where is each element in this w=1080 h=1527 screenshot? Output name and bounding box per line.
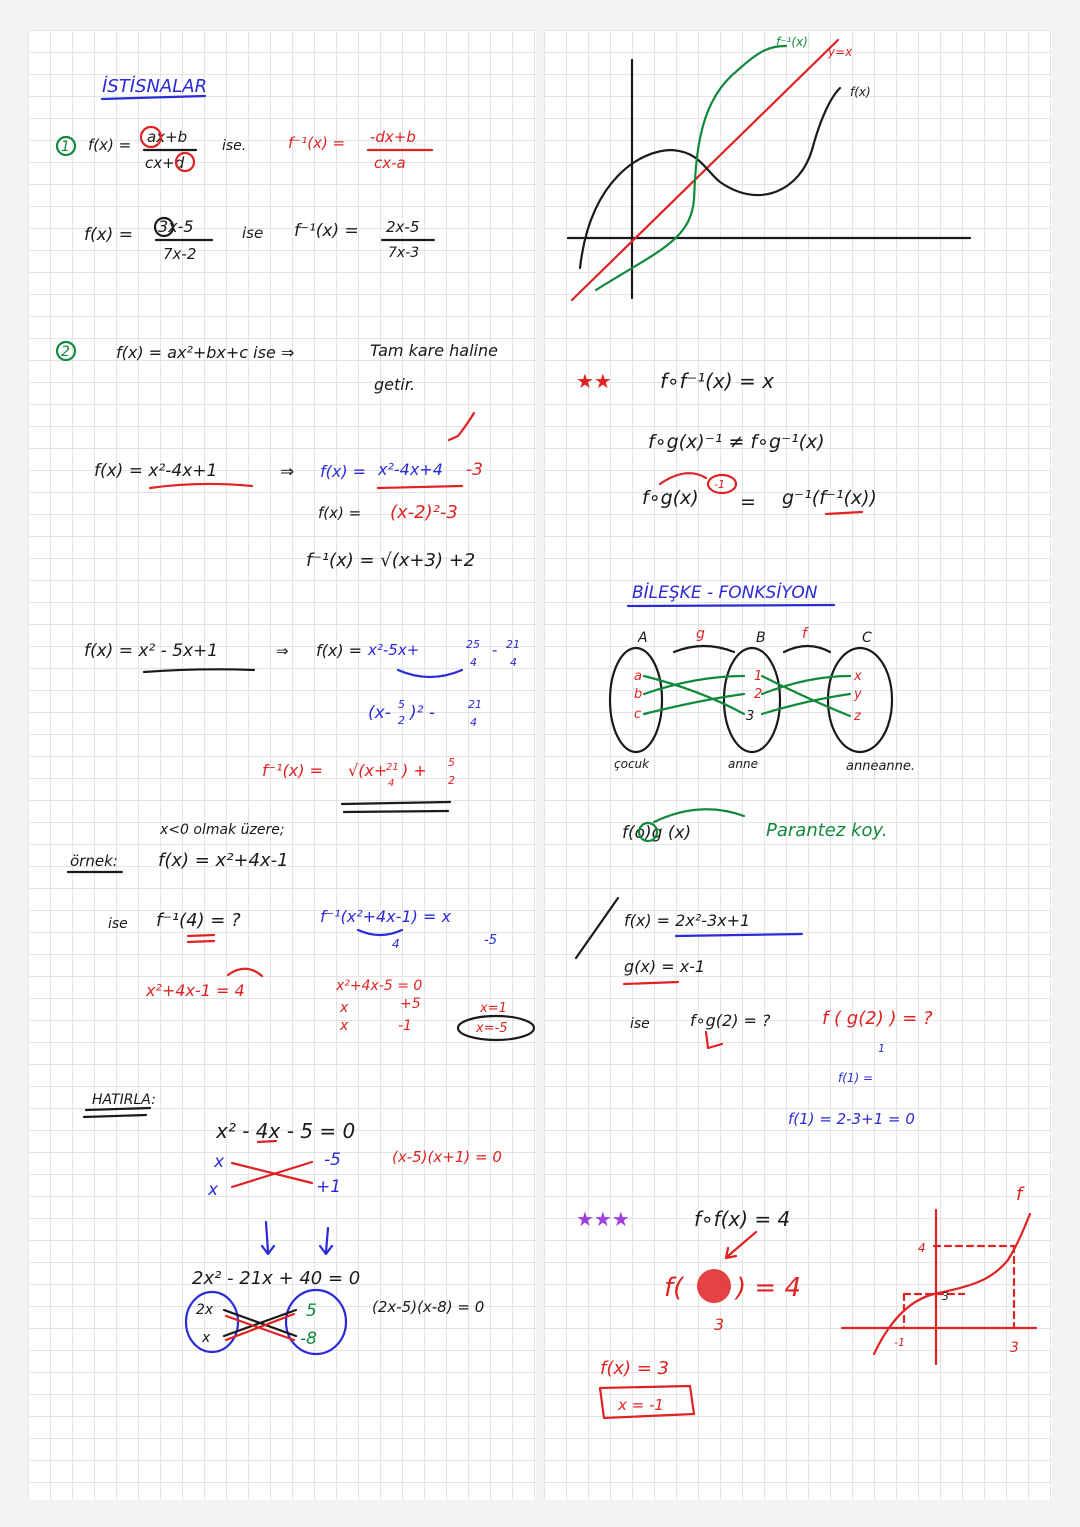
rule2-ex2-r1c1: 25	[466, 638, 480, 651]
prop-line3d: g⁻¹(f⁻¹(x))	[782, 487, 877, 509]
ex3-question-arrow	[706, 1032, 722, 1048]
ex4-graph-label-m1: -1	[894, 1336, 905, 1349]
rule1-denominator: cx+d	[145, 154, 185, 172]
hatirla-left-ellipse	[186, 1292, 238, 1352]
ex3-question: f∘g(2) = ?	[690, 1011, 771, 1030]
composite-set-c: C	[862, 630, 872, 646]
title-istisnalar: İSTİSNALAR	[102, 76, 208, 97]
ex4-graph-label-4: 4	[918, 1241, 926, 1255]
ex3-one: 1	[878, 1042, 885, 1055]
rule2-ex2-underline	[144, 669, 254, 672]
set-a-item-3: c	[634, 707, 642, 722]
rule2-ex1-r2a: f(x) =	[318, 504, 362, 522]
rule1-f: f(x) =	[88, 136, 132, 154]
prop-underline	[826, 512, 862, 514]
rule2-ex2-r1c2: 4	[470, 656, 477, 669]
rule2-ex2-r3c2: 4	[388, 778, 395, 789]
hatirla-equation1: x² - 4x - 5 = 0	[216, 1119, 356, 1143]
prop-line3c: =	[740, 491, 756, 513]
hatirla-fact2: (2x-5)(x-8) = 0	[372, 1298, 485, 1316]
prop-line3a: f∘g(x)	[642, 487, 699, 509]
hatirla-d3: 5	[306, 1301, 317, 1321]
hatirla-c3: -5	[324, 1150, 341, 1170]
composite-map-f: f	[802, 626, 807, 642]
hatirla-c4: +1	[316, 1177, 342, 1197]
rule2-ex1-r1c: -3	[466, 460, 483, 480]
rule2-ex2-r3e1: 5	[448, 756, 455, 769]
graph-label-yx: y=x	[828, 45, 853, 59]
rule2-ex2-r3c1: 21	[386, 762, 399, 773]
graph-line-y-equals-x	[572, 40, 838, 300]
composite-caption-c: anneanne.	[846, 759, 916, 774]
ex4-graph-label-3b: 3	[1010, 1340, 1019, 1356]
prop-arrow	[660, 473, 706, 484]
rule2-ex2-r3e2: 2	[448, 774, 455, 787]
composite-caption-b: anne	[728, 757, 758, 771]
rule2-ex2-left: f(x) = x² - 5x+1	[84, 641, 219, 661]
ex4-stars: ★★★	[576, 1207, 630, 1231]
rule2-note-line2: getir.	[374, 375, 415, 394]
example-equation: f⁻¹(x²+4x-1) = x	[320, 907, 451, 926]
rule2-statement: f(x) = ax²+bx+c ise ⇒	[116, 343, 295, 362]
rule1-example-inv-numerator: 2x-5	[386, 218, 420, 236]
composite-map-g: g	[696, 626, 705, 642]
rule1-inverse: f⁻¹(x) =	[288, 134, 346, 152]
ex4-f3: f(x) = 3	[600, 1358, 670, 1379]
rule1-inverse-numerator: -dx+b	[370, 128, 416, 146]
set-c-item-3: z	[854, 709, 861, 724]
rule2-ex2-r1e1: 21	[506, 638, 520, 651]
ex4-scribble	[697, 1269, 731, 1303]
hatirla-d2: x	[202, 1330, 211, 1346]
graph-curve-f	[580, 88, 840, 268]
ex4-equation: f∘f(x) = 4	[694, 1207, 791, 1231]
prop-stars: ★★	[576, 369, 612, 393]
rule2-ex2-r3a: f⁻¹(x) =	[262, 761, 323, 780]
rule1-example-ise: ise	[242, 224, 264, 242]
ex3-f1: f(1) =	[838, 1071, 874, 1085]
rule1-numerator: ax+b	[147, 128, 188, 146]
composite-parantez: Parantez koy.	[766, 820, 888, 841]
rule2-ex2-r2d1: 21	[468, 698, 482, 711]
set-c-item-1: x	[854, 669, 862, 684]
rule1-example-f: f(x) =	[84, 225, 133, 245]
hatirla-cross-lines	[232, 1162, 312, 1187]
rule2-ex2-r2a: (x-	[368, 703, 391, 723]
rule2-ex2-r1e2: 4	[510, 656, 517, 669]
prop-line2: f∘g(x)⁻¹ ≠ f∘g⁻¹(x)	[648, 431, 825, 453]
rule2-note-line1: Tam kare haline	[370, 341, 498, 360]
example-question-underline	[188, 935, 214, 942]
hatirla-arrows	[262, 1222, 332, 1254]
hatirla-c1: x	[214, 1152, 225, 1172]
example-ise: ise	[108, 916, 128, 932]
example-brace	[358, 930, 402, 935]
example-equation-m5: -5	[484, 933, 497, 948]
rule1-example-inverse: f⁻¹(x) =	[294, 221, 359, 241]
set-a-item-1: a	[634, 669, 642, 684]
check-mark	[449, 413, 474, 440]
ex3-ise: ise	[630, 1016, 650, 1032]
rule2-ex2-r1b: x²-5x+	[368, 641, 420, 659]
example-red-line: x²+4x-1 = 4	[146, 981, 245, 1000]
hatirla-c2: x	[208, 1180, 219, 1200]
ex4-graph-label-f: f	[1016, 1184, 1023, 1205]
ex3-fx-underline	[676, 934, 802, 936]
rule2-ex1-r1b: x²-4x+4	[378, 460, 443, 479]
ex3-calc: f(1) = 2-3+1 = 0	[788, 1110, 915, 1128]
rule2-ex2-r1d: -	[492, 641, 498, 659]
hatirla-d4: -8	[300, 1329, 317, 1349]
hatirla-d1: 2x	[196, 1302, 214, 1318]
example-blue-line2a: x	[340, 1000, 349, 1016]
ex3-gx-underline	[624, 982, 678, 984]
ex4-arrow	[726, 1232, 756, 1258]
ex4-graph-curve	[874, 1214, 1030, 1354]
prop-line3b: -1	[714, 478, 725, 491]
rule2-ex1-left: f(x) = x²-4x+1	[94, 461, 218, 481]
rule2-ex1-r3: f⁻¹(x) = √(x+3) +2	[306, 550, 476, 571]
hatirla-underline	[84, 1108, 150, 1117]
ex3-question2: f ( g(2) ) = ?	[822, 1008, 933, 1029]
rule2-ex1-r1-underline	[378, 486, 462, 488]
ex3-gx: g(x) = x-1	[624, 957, 706, 976]
composite-set-b: B	[756, 630, 766, 646]
rule1-example-numerator: 3x-5	[158, 217, 194, 236]
rule2-ex2-double-underline	[342, 802, 450, 812]
rule2-ex2-r3b: √(x+	[348, 761, 388, 780]
example-label: örnek:	[70, 852, 118, 870]
rule2-ex1-r1a: f(x) =	[320, 462, 367, 481]
composite-ellipse-b	[724, 648, 780, 752]
rule2-number: 2	[61, 344, 70, 360]
rule2-ex2-arrow: ⇒	[276, 642, 289, 660]
ex3-slash	[576, 898, 618, 958]
ex4-eq2a: f(	[664, 1273, 684, 1303]
rule2-ex2-r2d2: 4	[470, 716, 477, 729]
composite-title: BİLEŞKE - FONKSİYON	[632, 583, 818, 603]
ex4-three: 3	[714, 1315, 725, 1334]
ex3-fx: f(x) = 2x²-3x+1	[624, 911, 751, 930]
composite-set-a: A	[638, 630, 648, 646]
rule1-example-denominator: 7x-2	[163, 245, 197, 263]
example-question: f⁻¹(4) = ?	[156, 910, 241, 931]
rule1-example-inv-denominator: 7x-3	[388, 245, 420, 261]
rule2-ex2-r2b1: 5	[398, 698, 405, 711]
composite-fog: f(o)g (x)	[622, 823, 692, 843]
example-blue-line3b: -1	[398, 1018, 412, 1034]
composite-fog-arrow	[654, 809, 744, 822]
ex4-answer: x = -1	[618, 1396, 664, 1414]
hatirla-equation2: 2x² - 21x + 40 = 0	[192, 1268, 361, 1289]
prop-line1: f∘f⁻¹(x) = x	[660, 369, 774, 393]
hatirla-fact1: (x-5)(x+1) = 0	[392, 1148, 502, 1166]
set-c-item-2: y	[854, 687, 862, 702]
rule2-ex1-arrow: ⇒	[280, 462, 295, 482]
graph-curve-f-inverse	[596, 46, 786, 290]
rule1-number: 1	[61, 139, 70, 155]
rule2-ex1-r2b: (x-2)²-3	[390, 502, 458, 523]
rule1-ise: ise.	[222, 138, 247, 154]
example-blue-line1: x²+4x-5 = 0	[336, 978, 423, 994]
example-root2: x=-5	[476, 1021, 508, 1036]
set-b-item-1: 1	[754, 669, 763, 684]
ex4-eq2b: ) = 4	[736, 1273, 801, 1303]
rule2-ex2-r2b2: 2	[398, 714, 405, 727]
ex4-graph-label-3: 3	[942, 1290, 949, 1303]
example-red-arrow	[228, 969, 262, 976]
hatirla-eq1-underline	[258, 1141, 276, 1142]
set-b-item-3: 3	[746, 709, 755, 724]
set-a-item-2: b	[634, 687, 643, 702]
graph-label-finv: f⁻¹(x)	[776, 35, 808, 49]
example-blue-line3a: x	[340, 1018, 349, 1034]
example-blue-line2b: +5	[400, 996, 421, 1012]
hatirla-cross-red	[226, 1314, 294, 1340]
rule2-ex1-underline	[150, 484, 252, 488]
rule1-inverse-denominator: cx-a	[374, 154, 406, 172]
graph-label-fx: f(x)	[850, 85, 871, 99]
example-equation-4: 4	[392, 937, 400, 951]
rule2-ex2-brace	[398, 670, 462, 677]
set-b-item-2: 2	[754, 687, 763, 702]
example-condition: x<0 olmak üzere;	[160, 822, 285, 838]
example-function: f(x) = x²+4x-1	[158, 850, 289, 871]
rule2-ex2-r3d: ) +	[402, 761, 427, 780]
composite-caption-a: çocuk	[614, 757, 650, 771]
composite-title-underline	[628, 605, 834, 606]
rule2-ex2-r1a: f(x) =	[316, 641, 363, 660]
rule2-ex2-r2c: )² -	[410, 703, 435, 723]
example-root1: x=1	[480, 1001, 507, 1016]
hatirla-label: HATIRLA:	[92, 1092, 156, 1108]
